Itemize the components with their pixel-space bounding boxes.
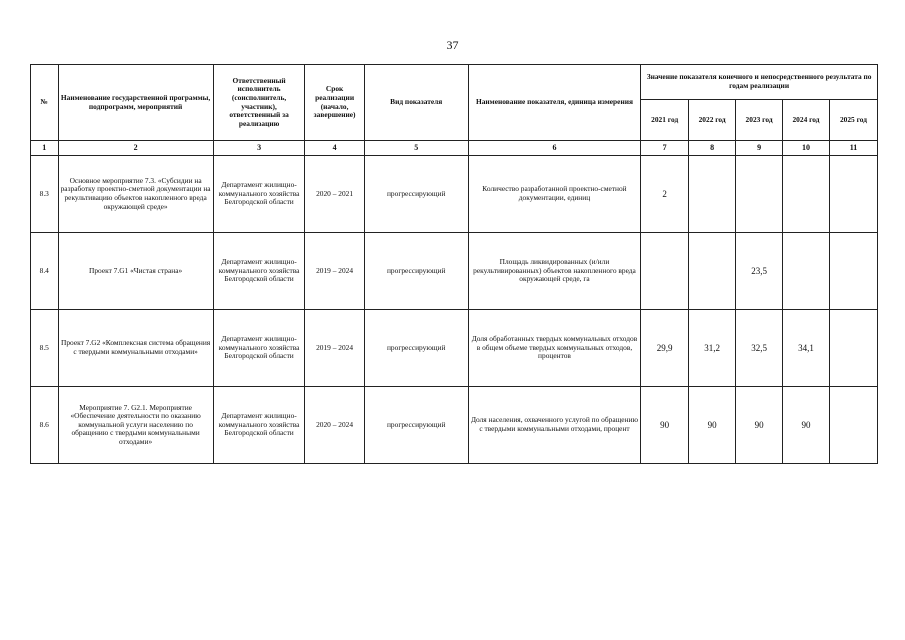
header-indicator-name: Наименование показателя, единица измерения [468,65,640,141]
row-value-2022: 31,2 [689,310,736,387]
row-value-2022 [689,156,736,233]
row-period: 2020 – 2021 [305,156,364,233]
row-indicator-name: Доля населения, охваченного услугой по обращению с твердыми коммунальными отходами, процент [468,387,640,464]
row-indicator-type: прогрессирующий [364,310,468,387]
row-value-2025 [829,387,877,464]
header-period: Срок реализации (начало, завершение) [305,65,364,141]
header-year: 2025 год [829,100,877,141]
row-period: 2020 – 2024 [305,387,364,464]
row-value-2023: 23,5 [736,233,783,310]
row-value-2024: 90 [783,387,830,464]
row-value-2024 [783,233,830,310]
row-program-name: Мероприятие 7. G2.1. Мероприятие «Обеспечение деятельности по оказанию коммунальной услуги населению по обращению с твердыми коммунальными отходами» [58,387,213,464]
row-num: 8.4 [31,233,59,310]
header-year: 2024 год [783,100,830,141]
column-index: 4 [305,141,364,156]
row-value-2024 [783,156,830,233]
header-values-group: Значение показателя конечного и непосредственного результата по годам реализации [641,65,878,100]
header-indicator-type: Вид показателя [364,65,468,141]
column-index: 2 [58,141,213,156]
column-index: 5 [364,141,468,156]
row-indicator-type: прогрессирующий [364,387,468,464]
row-value-2024: 34,1 [783,310,830,387]
column-index: 1 [31,141,59,156]
row-value-2021: 2 [641,156,689,233]
row-program-name: Проект 7.G2 «Комплексная система обращения с твердыми коммунальными отходами» [58,310,213,387]
page-number: 37 [446,38,459,52]
row-num: 8.5 [31,310,59,387]
row-value-2025 [829,233,877,310]
column-index: 9 [736,141,783,156]
row-executor: Департамент жилищно-коммунального хозяйства Белгородской области [213,310,305,387]
column-index-row [31,141,878,156]
row-value-2025 [829,156,877,233]
row-value-2022 [689,233,736,310]
row-executor: Департамент жилищно-коммунального хозяйства Белгородской области [213,233,305,310]
row-value-2023 [736,156,783,233]
row-value-2022: 90 [689,387,736,464]
row-value-2025 [829,310,877,387]
table-row [31,387,878,464]
header-num: № [31,65,59,141]
header-year: 2022 год [689,100,736,141]
row-value-2021: 29,9 [641,310,689,387]
row-executor: Департамент жилищно-коммунального хозяйства Белгородской области [213,156,305,233]
row-period: 2019 – 2024 [305,233,364,310]
row-indicator-type: прогрессирующий [364,156,468,233]
row-value-2021: 90 [641,387,689,464]
row-indicator-name: Площадь ликвидированных (и/или рекультивированных) объектов накопленного вреда окружающей среде, га [468,233,640,310]
column-index: 8 [689,141,736,156]
column-index: 6 [468,141,640,156]
header-year: 2021 год [641,100,689,141]
column-index: 7 [641,141,689,156]
row-value-2023: 32,5 [736,310,783,387]
table-row [31,310,878,387]
column-index: 3 [213,141,305,156]
row-value-2023: 90 [736,387,783,464]
row-value-2021 [641,233,689,310]
row-num: 8.3 [31,156,59,233]
table-row [31,156,878,233]
row-executor: Департамент жилищно-коммунального хозяйства Белгородской области [213,387,305,464]
header-name: Наименование государственной программы, подпрограмм, мероприятий [58,65,213,141]
row-indicator-name: Количество разработанной проектно-сметной документации, единиц [468,156,640,233]
table-row [31,233,878,310]
header-executor: Ответственный исполнитель (соисполнитель, участник), ответственный за реализацию [213,65,305,141]
row-program-name: Основное мероприятие 7.3. «Субсидии на разработку проектно-сметной документации на рекультивацию объектов накопленного вреда окружающей среде» [58,156,213,233]
program-indicators-table [30,64,878,464]
column-index: 11 [829,141,877,156]
header-year: 2023 год [736,100,783,141]
row-indicator-name: Доля обработанных твердых коммунальных отходов в общем объеме твердых коммунальных отходов, процентов [468,310,640,387]
row-period: 2019 – 2024 [305,310,364,387]
column-index: 10 [783,141,830,156]
row-program-name: Проект 7.G1 «Чистая страна» [58,233,213,310]
row-num: 8.6 [31,387,59,464]
row-indicator-type: прогрессирующий [364,233,468,310]
